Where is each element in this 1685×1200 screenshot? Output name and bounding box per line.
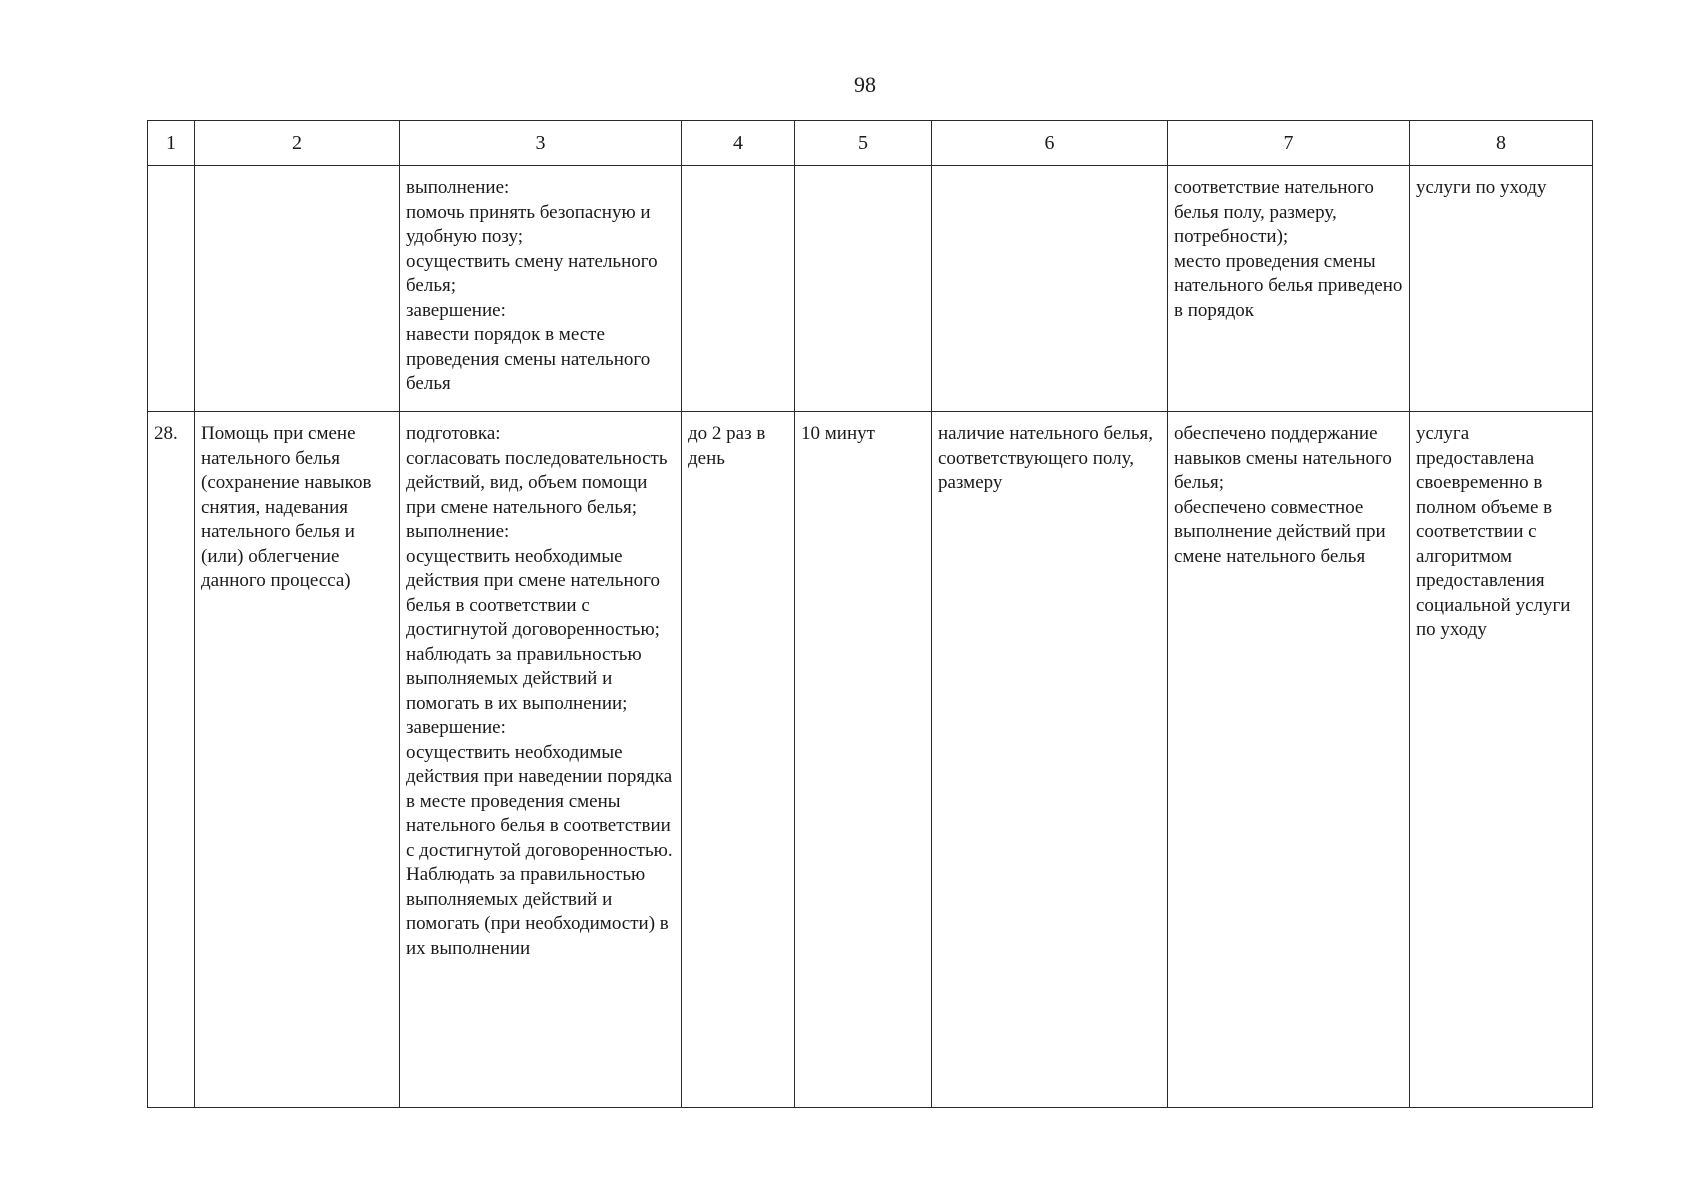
column-header: 2 xyxy=(195,121,400,166)
column-header: 3 xyxy=(400,121,682,166)
table-header-row xyxy=(148,121,1593,166)
cell-conditions: наличие нательного белья, соответствующего полу, размеру xyxy=(932,412,1168,1108)
cell-number xyxy=(148,166,195,412)
page-number: 98 xyxy=(854,72,876,97)
cell-duration: 10 минут xyxy=(795,412,932,1108)
cell-quality: услуги по уходу xyxy=(1410,166,1593,412)
service-table xyxy=(147,120,1593,1108)
cell-quality: услуга предоставлена своевременно в полном объеме в соответствии с алгоритмом предоставления социальной услуги по уходу xyxy=(1410,412,1593,1108)
column-header: 8 xyxy=(1410,121,1593,166)
cell-duration xyxy=(795,166,932,412)
column-header: 7 xyxy=(1168,121,1410,166)
cell-service-name xyxy=(195,166,400,412)
table-row xyxy=(148,166,1593,412)
cell-service-name: Помощь при смене нательного белья (сохранение навыков снятия, надевания нательного белья и (или) облегчение данного процесса) xyxy=(195,412,400,1108)
cell-frequency xyxy=(682,166,795,412)
cell-number: 28. xyxy=(148,412,195,1108)
table-row xyxy=(148,412,1593,1108)
column-header: 5 xyxy=(795,121,932,166)
column-header: 4 xyxy=(682,121,795,166)
column-header: 6 xyxy=(932,121,1168,166)
cell-procedure: выполнение: помочь принять безопасную и удобную позу; осуществить смену нательного белья; завершение: навести порядок в месте проведения смены нательного белья xyxy=(400,166,682,412)
cell-result: обеспечено поддержание навыков смены нательного белья; обеспечено совместное выполнение действий при смене нательного белья xyxy=(1168,412,1410,1108)
cell-result: соответствие нательного белья полу, размеру, потребности); место проведения смены нательного белья приведено в порядок xyxy=(1168,166,1410,412)
cell-conditions xyxy=(932,166,1168,412)
cell-procedure: подготовка: согласовать последовательность действий, вид, объем помощи при смене нательного белья; выполнение: осуществить необходимые действия при смене нательного белья в соответствии с достигнутой договоренностью; наблюдать за правильностью выполняемых действий и помогать в их выполнении; завершение: осуществить необходимые действия при наведении порядка в месте проведения смены нательного белья в соответствии с достигнутой договоренностью. Наблюдать за правильностью выполняемых действий и помогать (при необходимости) в их выполнении xyxy=(400,412,682,1108)
cell-frequency: до 2 раз в день xyxy=(682,412,795,1108)
column-header: 1 xyxy=(148,121,195,166)
